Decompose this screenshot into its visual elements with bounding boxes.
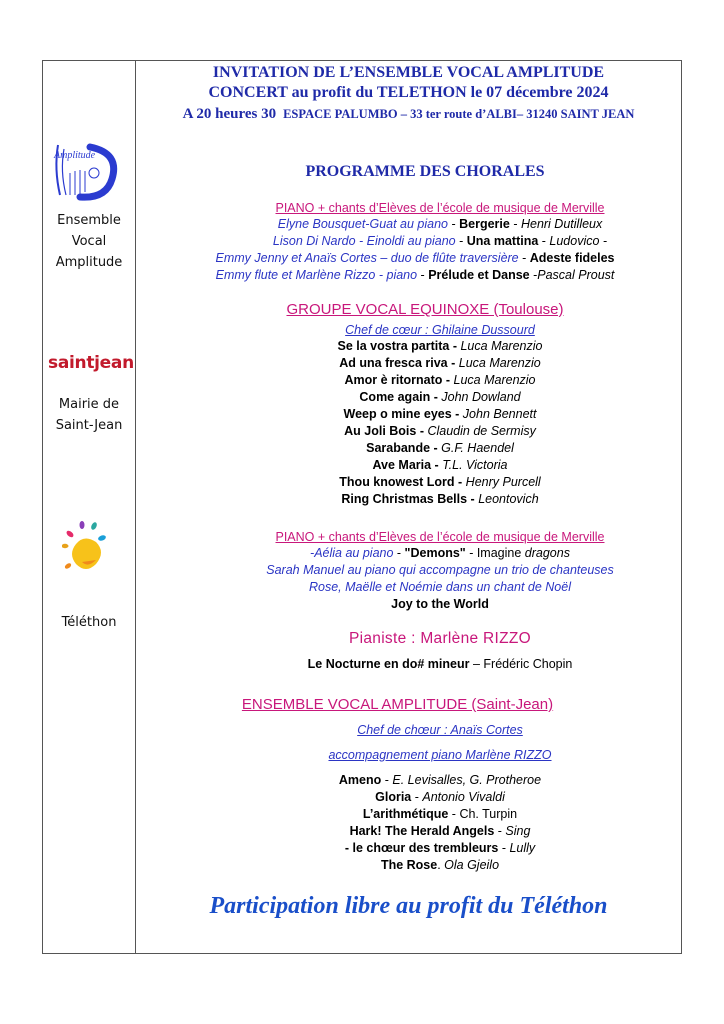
section5-item: The Rose. Ola Gjeilo: [380, 858, 500, 872]
stjean-logo: [48, 353, 138, 377]
section3-line: Rose, Maëlle et Noémie dans un chant de Noël: [309, 580, 571, 594]
telethon-logo-icon: [62, 520, 112, 582]
section5-item: Hark! The Herald Angels - Sing: [349, 824, 531, 838]
section5-title: ENSEMBLE VOCAL AMPLITUDE (Saint-Jean): [241, 696, 554, 713]
section4-item: Le Nocturne en do# mineur – Frédéric Chopin: [307, 657, 573, 671]
ensemble-logo-icon: [50, 139, 122, 201]
section3-song: Joy to the World: [391, 597, 489, 611]
section1-item: Emmy flute et Marlène Rizzo - piano - Prélude et Danse -Pascal Proust: [215, 268, 615, 282]
stjean-logo-text: saintjean: [48, 353, 134, 373]
section2-title: GROUPE VOCAL EQUINOXE (Toulouse): [286, 301, 564, 318]
section2-item: Weep o mine eyes - John Bennett: [343, 407, 537, 421]
ensemble-caption: Ensemble Vocal Amplitude: [55, 213, 123, 270]
footer-participation: Participation libre au profit du Téléthon: [209, 893, 608, 919]
header-title: INVITATION DE L’ENSEMBLE VOCAL AMPLITUDE: [212, 64, 605, 81]
section1-title: PIANO + chants d’Elèves de l’école de musique de Merville: [275, 201, 605, 215]
section5-item: L’arithmétique - Ch. Turpin: [362, 807, 518, 821]
section5-chef: Chef de chœur : Anaïs Cortes: [357, 723, 523, 737]
telethon-logo: [62, 520, 112, 582]
ensemble-logo-text: Amplitude: [54, 150, 96, 161]
section3-line: Sarah Manuel au piano qui accompagne un trio de chanteuses: [266, 563, 614, 577]
header-place: ESPACE PALUMBO – 33 ter route d’ALBI– 31240 SAINT JEAN: [283, 107, 635, 121]
section2-item: Ave Maria - T.L. Victoria: [372, 458, 508, 472]
section2-item: Amor è ritornato - Luca Marenzio: [344, 373, 536, 387]
section2-chef: Chef de cœur : Ghilaine Dussourd: [345, 323, 535, 337]
section2-item: Ad una fresca riva - Luca Marenzio: [339, 356, 541, 370]
ensemble-logo: [50, 139, 122, 201]
section2-item: Ring Christmas Bells - Leontovich: [341, 492, 539, 506]
section5-item: Ameno - E. Levisalles, G. Protheroe: [338, 773, 542, 787]
section5-item: Gloria - Antonio Vivaldi: [375, 790, 505, 804]
section3-line: -Aélia au piano - "Demons" - Imagine dragons: [310, 546, 570, 560]
stjean-caption: Mairie de Saint-Jean: [55, 397, 123, 433]
telethon-caption: Téléthon: [61, 615, 117, 630]
section4-title: Pianiste : Marlène RIZZO: [348, 630, 532, 647]
section3-title: PIANO + chants d’Elèves de l’école de musique de Merville: [275, 530, 605, 544]
section2-item: Sarabande - G.F. Haendel: [366, 441, 514, 455]
section5-item: - le chœur des trembleurs - Lully: [344, 841, 536, 855]
header-concert: CONCERT au profit du TELETHON le 07 décembre 2024: [208, 84, 609, 101]
header-time: A 20 heures 30: [182, 106, 277, 122]
programme-title: PROGRAMME DES CHORALES: [305, 163, 545, 180]
section2-item: Thou knowest Lord - Henry Purcell: [339, 475, 541, 489]
header-venue: [136, 104, 681, 125]
section1-item: Lison Di Nardo - Einoldi au piano - Una mattina - Ludovico -: [272, 234, 608, 248]
column-divider: [135, 60, 136, 954]
section1-item: Elyne Bousquet-Guat au piano - Bergerie - Henri Dutilleux: [277, 217, 603, 231]
section2-item: Au Joli Bois - Claudin de Sermisy: [344, 424, 536, 438]
section2-item: Come again - John Dowland: [359, 390, 521, 404]
section2-item: Se la vostra partita - Luca Marenzio: [337, 339, 543, 353]
section1-item: Emmy Jenny et Anaïs Cortes – duo de flûte traversière - Adeste fideles: [215, 251, 615, 265]
section5-accomp: accompagnement piano Marlène RIZZO: [328, 748, 552, 762]
